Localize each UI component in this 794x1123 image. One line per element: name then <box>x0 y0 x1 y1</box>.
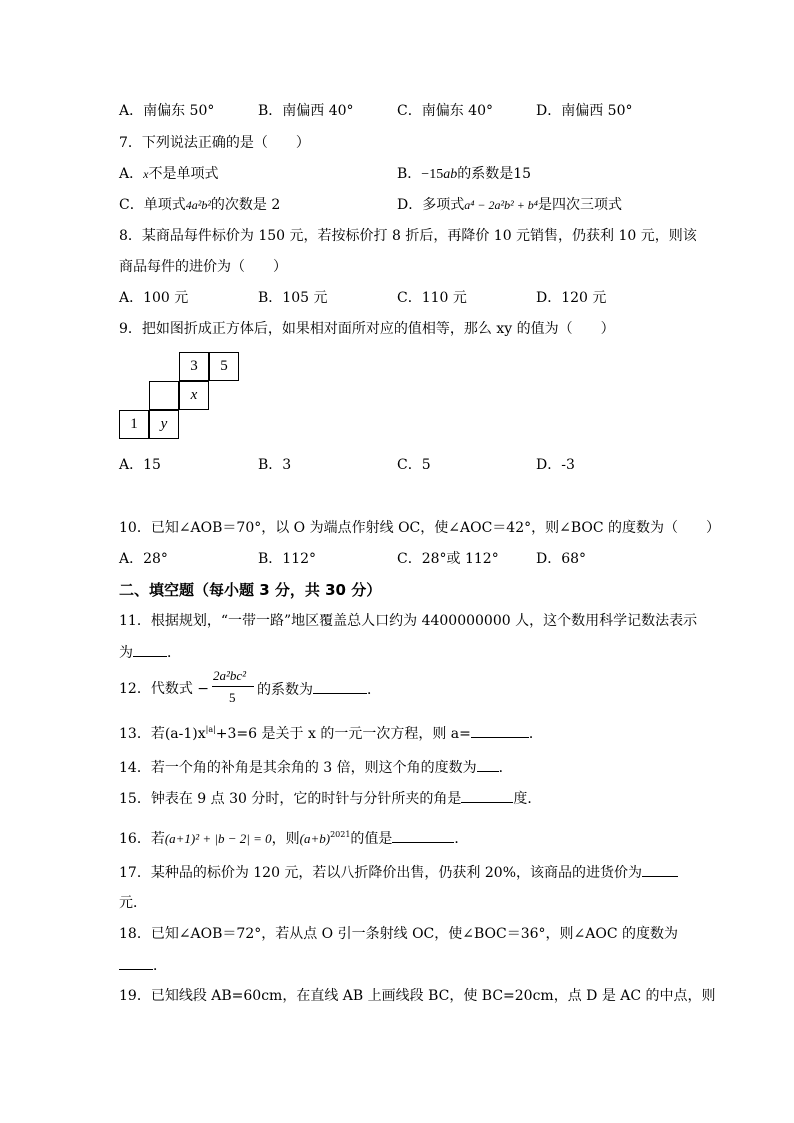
answer-blank <box>119 955 153 970</box>
q7-option-b <box>397 164 531 184</box>
q7-d-text: 是四次三项式 <box>537 197 622 213</box>
q7-c-math: 4a²b² <box>185 198 211 212</box>
q7-a-var: x <box>143 167 149 181</box>
net-cell: 5 <box>209 352 239 381</box>
q9-option-a: A．15 <box>119 457 161 473</box>
q8-option-d: D．120 元 <box>536 290 607 306</box>
q11-line2 <box>119 642 181 662</box>
q7-option-d <box>397 195 622 215</box>
q17-line2: 元． <box>119 895 147 911</box>
q8-option-a: A．100 元 <box>119 290 189 306</box>
q7-a-prefix: A． <box>119 166 144 182</box>
q7-a-text: 不是单项式 <box>148 166 219 182</box>
q7-stem: 7．下列说法正确的是（ ） <box>119 135 310 151</box>
q16-prefix: 16．若 <box>119 831 165 847</box>
q16-exponent: 2021 <box>330 830 351 839</box>
q10-option-a: A．28° <box>119 551 168 567</box>
q11-suffix: ． <box>167 645 181 661</box>
q10-option-c: C．28°或 112° <box>397 551 499 567</box>
q9-option-c: C．5 <box>397 457 431 473</box>
q10-stem: 10．已知∠AOB＝70°，以 O 为端点作射线 OC，使∠AOC＝42°，则∠BOC 的度数为（ ） <box>119 520 721 536</box>
q11-line1: 11．根据规划，“一带一路”地区覆盖总人口约为 4400000000 人，这个数用科学记数法表示 <box>119 613 698 629</box>
q6-option-d: D．南偏西 50° <box>536 103 633 119</box>
q7-c-text: 的次数是 2 <box>210 197 281 213</box>
q7-d-math: a⁴ − 2a²b² + b⁴ <box>464 198 538 212</box>
answer-blank <box>461 788 513 803</box>
q8-stem-line2: 商品每件的进价为（ ） <box>119 259 287 275</box>
q13-line <box>119 720 543 740</box>
q7-option-c <box>119 195 280 215</box>
q7-c-prefix: C．单项式 <box>119 197 186 213</box>
q13-end: ． <box>528 726 543 742</box>
q6-option-a: A．南偏东 50° <box>119 103 215 119</box>
q16-expr2: (a+b) <box>299 831 331 846</box>
q15-end: 度． <box>513 791 542 807</box>
q15-text: 15．钟表在 9 点 30 分时，它的时针与分针所夹的角是 <box>119 791 462 807</box>
section-heading: 二、填空题（每小题 3 分，共 30 分） <box>119 581 382 599</box>
q14-line <box>119 757 513 777</box>
q13-prefix: 13．若(a-1)x <box>119 726 206 742</box>
answer-blank <box>642 862 678 877</box>
q11-prefix: 为 <box>119 645 133 661</box>
q7-b-prefix: B． <box>397 166 422 182</box>
q8-stem-line1: 8．某商品每件标价为 150 元，若按标价打 8 折后，再降价 10 元销售，仍获利 10 元，则该 <box>119 228 697 244</box>
net-cell: x <box>179 381 209 410</box>
q12-denominator: 5 <box>229 690 236 705</box>
net-cell: 1 <box>119 410 149 439</box>
q7-d-prefix: D．多项式 <box>397 197 465 213</box>
q8-option-c: C．110 元 <box>397 290 467 306</box>
answer-blank <box>133 642 167 657</box>
q9-option-d: D．-3 <box>536 457 575 473</box>
q18-end: ． <box>153 958 167 974</box>
q18-line1: 18．已知∠AOB＝72°，若从点 O 引一条射线 OC，使∠BOC＝36°，则∠AOC 的度数为 <box>119 926 679 942</box>
q14-end: ． <box>498 760 513 776</box>
answer-blank <box>392 828 454 843</box>
q7-option-a <box>119 164 218 184</box>
q15-line <box>119 788 541 808</box>
q16-expr1: (a+1)² + |b − 2| = 0 <box>164 831 272 846</box>
q12-numerator: 2a²bc² <box>213 668 247 683</box>
q16-end: ． <box>454 831 469 847</box>
net-cell: 3 <box>179 352 209 381</box>
q10-option-b: B．112° <box>258 551 317 567</box>
q6-option-c: C．南偏东 40° <box>397 103 493 119</box>
answer-blank <box>471 723 529 738</box>
q16-suffix: 的值是 <box>350 831 393 847</box>
q13-exponent: |a| <box>205 725 216 734</box>
q12-prefix: 12．代数式 − <box>119 681 209 697</box>
q17-line1 <box>119 862 678 882</box>
q7-b-text: 的系数是15 <box>457 166 532 182</box>
q9-option-b: B．3 <box>258 457 292 473</box>
q16-mid: ，则 <box>271 831 300 847</box>
q14-text: 14．若一个角的补角是其余角的 3 倍，则这个角的度数为 <box>119 760 477 776</box>
q6-option-b: B．南偏西 40° <box>258 103 354 119</box>
q19-line1: 19．已知线段 AB=60cm，在直线 AB 上画线段 BC，使 BC=20cm，点 D 是 AC 的中点，则 <box>119 988 716 1004</box>
answer-blank <box>477 757 499 772</box>
net-cell <box>149 381 179 410</box>
q18-line2 <box>119 955 167 975</box>
q8-option-b: B．105 元 <box>258 290 328 306</box>
q10-option-d: D．68° <box>536 551 587 567</box>
q9-stem: 9．把如图折成正方体后，如果相对面所对应的值相等，那么 xy 的值为（ ） <box>119 321 615 337</box>
q12-end: ． <box>367 682 381 698</box>
q12-suffix <box>257 679 381 699</box>
q13-mid: +3=6 是关于 x 的一元一次方程，则 a= <box>215 726 471 742</box>
q7-b-var: ab <box>443 167 458 182</box>
q7-b-math: −15 <box>421 167 444 182</box>
net-cell: y <box>149 410 179 439</box>
answer-blank <box>313 679 367 694</box>
q12-suffix-text: 的系数为 <box>257 682 313 698</box>
fraction-bar <box>212 686 254 687</box>
q17-text: 17．某种品的标价为 120 元，若以八折降价出售，仍获利 20%，该商品的进货价为 <box>119 865 643 881</box>
q16-line <box>119 825 468 845</box>
